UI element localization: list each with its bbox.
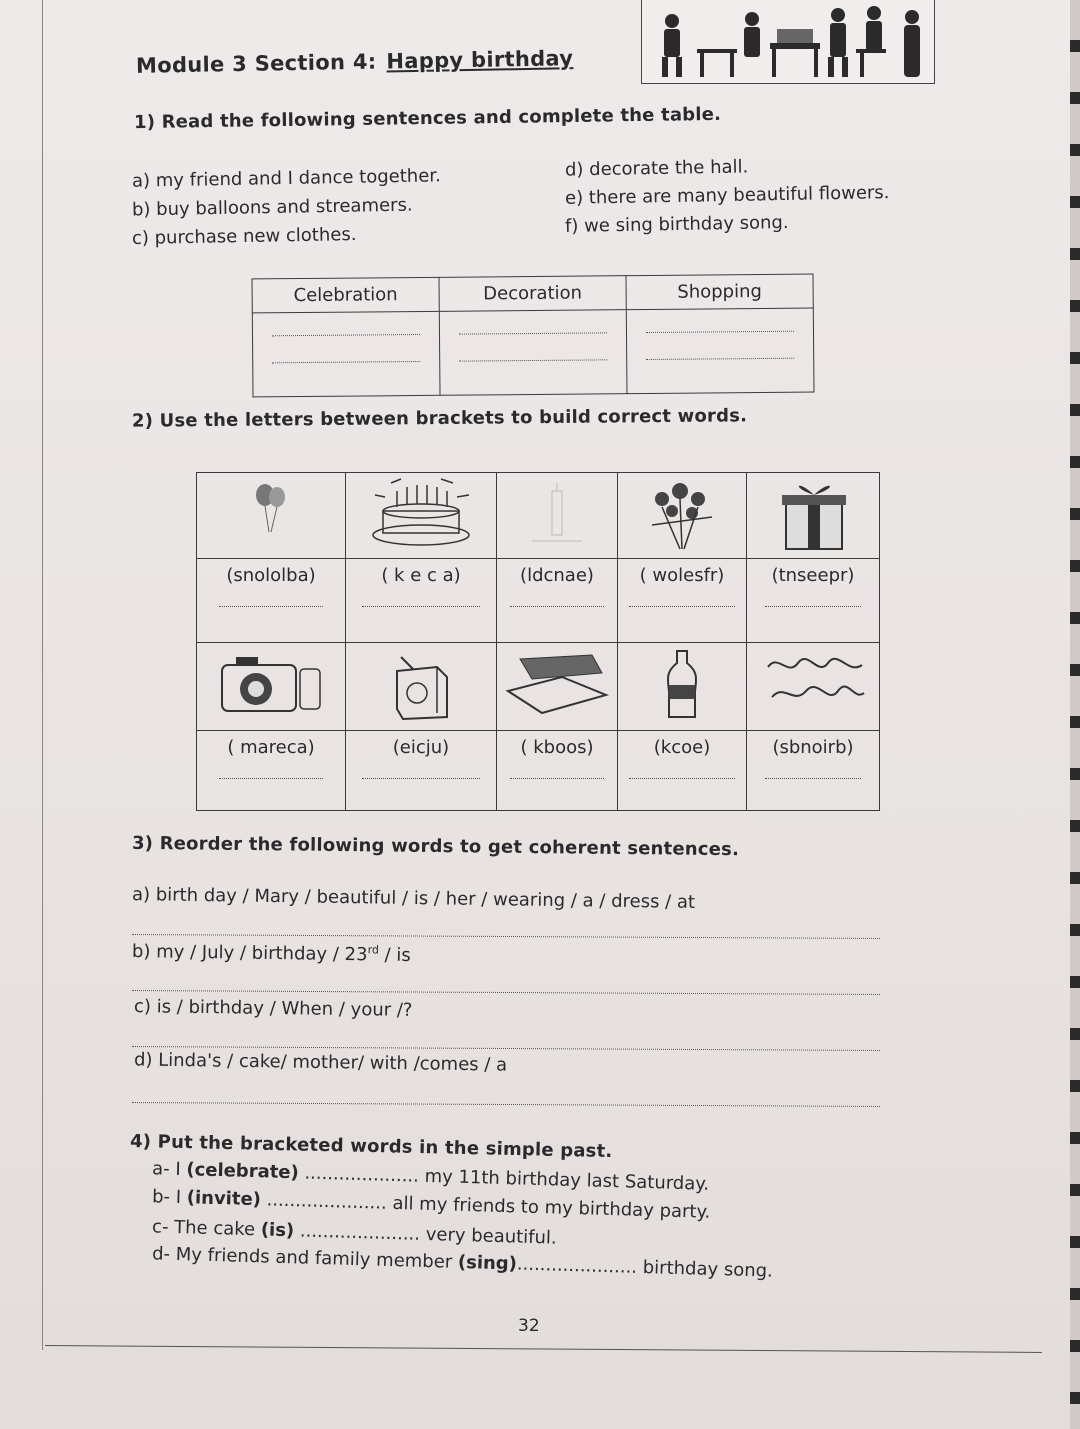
word-cell-ldcnae[interactable] xyxy=(497,559,618,643)
word-cell-snololba[interactable] xyxy=(197,559,346,643)
q1-instruction: 1) Read the following sentences and complete the table. xyxy=(133,103,722,134)
q4-d-rest: birthday song. xyxy=(642,1257,774,1282)
shopping-answer-cell[interactable] xyxy=(626,308,814,394)
coke-icon xyxy=(647,647,717,723)
q4-b-blank[interactable]: ..................... xyxy=(260,1189,393,1214)
scrambled-eicju: (eicju) xyxy=(392,737,450,758)
scrambled-mareca: ( mareca) xyxy=(227,737,315,758)
word-cell-wolesfr[interactable] xyxy=(618,559,747,643)
q1-table xyxy=(251,274,814,398)
ribbons-icon xyxy=(758,647,868,717)
q4-d-verb: (sing) xyxy=(457,1251,518,1275)
page-bottom-border xyxy=(45,1345,1042,1353)
q3-answer-line-d[interactable] xyxy=(132,1102,880,1107)
candle-picture-cell xyxy=(497,473,618,559)
word-cell-kboos[interactable] xyxy=(497,731,618,811)
scrambled-keca: ( k e c a) xyxy=(381,565,461,586)
q4-c-verb: (is) xyxy=(260,1219,295,1242)
q1-item-f: f) we sing birthday song. xyxy=(564,212,789,237)
balloons-icon xyxy=(241,477,301,537)
table-header-shopping: Shopping xyxy=(626,274,813,310)
q3-item-d: d) Linda's / cake/ mother/ with /comes / a xyxy=(133,1049,508,1076)
q4-d-blank[interactable]: ..................... xyxy=(516,1253,644,1279)
flowers-icon xyxy=(632,477,732,553)
table-header-decoration: Decoration xyxy=(439,276,626,312)
coke-picture-cell xyxy=(618,643,747,731)
q3-item-c: c) is / birthday / When / your /? xyxy=(133,996,413,1021)
q4-item-c xyxy=(152,1216,557,1248)
q3-answer-line-b[interactable] xyxy=(132,990,880,995)
books-picture-cell xyxy=(497,643,618,731)
candle-icon xyxy=(522,477,592,547)
ribbons-picture-cell xyxy=(747,643,880,731)
juice-icon xyxy=(381,647,461,723)
q1-item-a: a) my friend and I dance together. xyxy=(131,165,441,192)
celebration-answer-cell[interactable] xyxy=(252,311,440,397)
q4-a-verb: (celebrate) xyxy=(186,1159,300,1184)
q4-instruction: 4) Put the bracketed words in the simple past. xyxy=(129,1130,613,1163)
scrambled-sbnoirb: (sbnoirb) xyxy=(772,737,854,758)
q3-instruction: 3) Reorder the following words to get coherent sentences. xyxy=(131,832,740,861)
topic-title: Happy birthday xyxy=(386,46,574,74)
module-label: Module 3 Section 4: xyxy=(135,49,377,78)
q2-instruction: 2) Use the letters between brackets to build correct words. xyxy=(131,405,748,432)
present-picture-cell xyxy=(747,473,880,559)
binder-edge xyxy=(1070,0,1080,1429)
page-margin-line xyxy=(42,0,43,1350)
q3-item-b xyxy=(132,940,411,966)
word-cell-keca[interactable] xyxy=(346,559,497,643)
q3-item-b-sup: rd xyxy=(367,943,380,957)
decoration-answer-cell[interactable] xyxy=(439,310,627,396)
q3-answer-line-a[interactable] xyxy=(132,934,880,939)
q4-a-prefix: a- I xyxy=(151,1158,187,1181)
scrambled-snololba: (snololba) xyxy=(226,565,316,586)
page-title xyxy=(136,46,574,78)
q3-item-b-text: b) my / July / birthday / 23 xyxy=(131,941,368,966)
q3-item-a: a) birth day / Mary / beautiful / is / her / wearing / a / dress / at xyxy=(131,884,696,913)
juice-picture-cell xyxy=(346,643,497,731)
q4-c-rest: very beautiful. xyxy=(425,1223,557,1249)
scrambled-kcoe: (kcoe) xyxy=(653,737,711,758)
word-cell-eicju[interactable] xyxy=(346,731,497,811)
q4-b-verb: (invite) xyxy=(186,1187,262,1211)
cake-picture-cell xyxy=(346,473,497,559)
camera-picture-cell xyxy=(197,643,346,731)
present-icon xyxy=(768,477,858,553)
q4-b-prefix: b- I xyxy=(151,1186,188,1209)
q1-item-c: c) purchase new clothes. xyxy=(131,224,357,249)
scrambled-wolesfr: ( wolesfr) xyxy=(639,565,725,586)
q4-d-prefix: d- My friends and family member xyxy=(151,1243,459,1273)
page-number: 32 xyxy=(518,1316,540,1336)
party-illustration xyxy=(641,0,935,84)
word-cell-tnseepr[interactable] xyxy=(747,559,880,643)
q4-b-rest: all my friends to my birthday party. xyxy=(392,1192,711,1223)
q1-item-b: b) buy balloons and streamers. xyxy=(131,194,413,221)
word-cell-mareca[interactable] xyxy=(197,731,346,811)
flowers-picture-cell xyxy=(618,473,747,559)
q2-table xyxy=(196,472,880,811)
word-cell-kcoe[interactable] xyxy=(618,731,747,811)
word-cell-sbnoirb[interactable] xyxy=(747,731,880,811)
q4-c-prefix: c- The cake xyxy=(151,1216,262,1241)
q4-item-d xyxy=(152,1243,773,1281)
q1-item-d: d) decorate the hall. xyxy=(564,156,749,181)
q4-a-rest: my 11th birthday last Saturday. xyxy=(424,1165,710,1195)
scrambled-kboos: ( kboos) xyxy=(520,737,594,758)
books-icon xyxy=(502,647,612,717)
q3-item-b-tail: / is xyxy=(378,944,411,966)
scrambled-tnseepr: (tnseepr) xyxy=(771,565,855,586)
q4-a-blank[interactable]: .................... xyxy=(298,1162,425,1187)
party-people-icon xyxy=(642,0,934,83)
table-header-celebration: Celebration xyxy=(252,277,439,313)
q4-c-blank[interactable]: ..................... xyxy=(293,1220,427,1245)
cake-icon xyxy=(361,477,481,553)
camera-icon xyxy=(216,647,326,723)
balloons-picture-cell xyxy=(197,473,346,559)
q1-item-e: e) there are many beautiful flowers. xyxy=(564,182,890,209)
scrambled-ldcnae: (ldcnae) xyxy=(520,565,594,586)
